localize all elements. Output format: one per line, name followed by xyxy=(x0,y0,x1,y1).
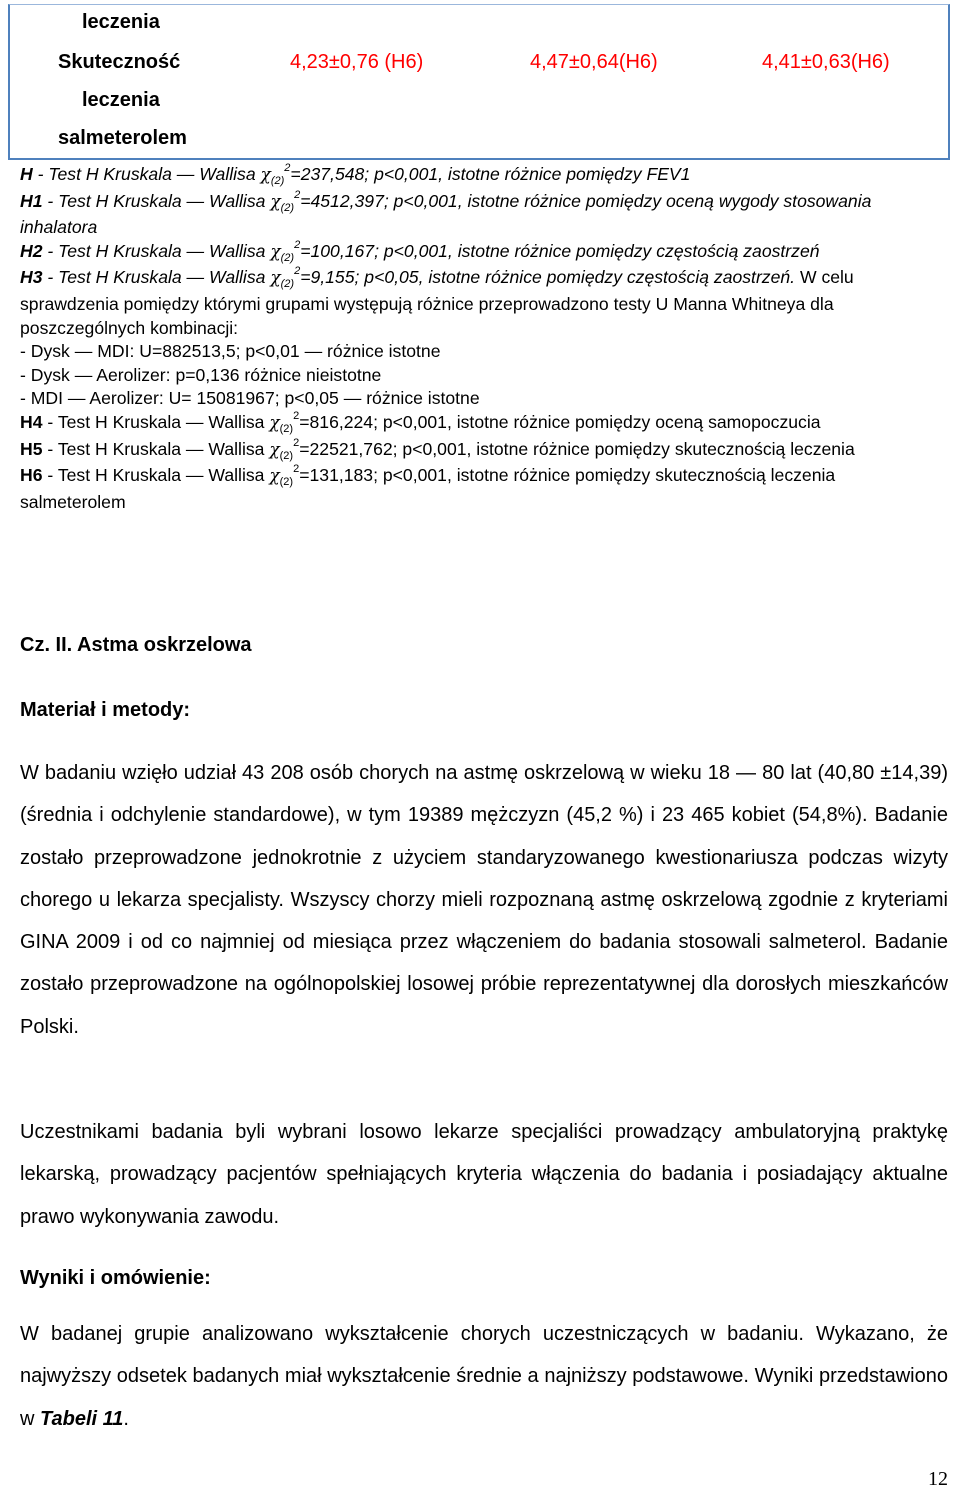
comparison-line: - MDI — Aerolizer: U= 15081967; p<0,05 — różnice istotne xyxy=(20,388,480,409)
methods-paragraph-1: W badaniu wzięło udział 43 208 osób chorych na astmę oskrzelową w wieku 18 — 80 lat (40,80 ±14,39) (średnia i odchylenie standardowe), w tym 19389 mężczyzn (45,2 %) i 23 465 kobiet (54,8%). Badanie zostało przeprowadzone jednokrotnie z użyciem standaryzowanego kwestionariusza podczas wizyty chorego u lekarza specjalisty. Wszyscy chorzy mieli rozpoznaną astmę oskrzelową zgodnie z kryteriami GINA 2009 i od co najmniej od miesiąca przez włączeniem do badania stosowali salmeterol. Badanie zostało przeprowadzone na ogólnopolskiej losowej próbie reprezentatywnej dla dorosłych mieszkańców Polski. xyxy=(20,762,948,1038)
comparison-line: - Dysk — MDI: U=882513,5; p<0,01 — różnice istotne xyxy=(20,341,441,362)
table-row-label-line1: Skuteczność xyxy=(58,51,181,73)
table-row-label-line3: salmeterolem xyxy=(58,127,187,149)
stat-note-h3: H3 - Test H Kruskala — Wallisa $\chi_{(2)}^2=9,155$; p<0,05, istotne różnice pomiędzy częstością zaostrzeń. W celu sprawdzenia pomiędzy którymi grupami występują różnice przeprowadzono testy U Manna Whitneya dla poszczególnych kombinacji: xyxy=(20,265,854,338)
stat-note-h5: H5 - Test H Kruskala — Wallisa $\chi_{(2)}^2=22521,762$; p<0,001, istotne różnice pomiędzy skutecznością leczenia xyxy=(20,436,855,462)
table-value-3: 4,41±0,63(H6) xyxy=(762,51,890,73)
stat-note-h1: H1 - Test H Kruskala — Wallisa $\chi_{(2)}^2=4512,397$; p<0,001, istotne różnice pomiędzy oceną wygody stosowania inhalatora xyxy=(20,188,872,238)
methods-paragraph-2: Uczestnikami badania byli wybrani losowo lekarze specjaliści prowadzący ambulatoryjną praktykę lekarską, prowadzący pacjentów spełniających kryteria włączenia do badania i posiadający aktualne prawo wykonywania zawodu. xyxy=(20,1121,948,1228)
comparison-line: - Dysk — Aerolizer: p=0,136 różnice nieistotne xyxy=(20,364,382,385)
results-paragraph: W badanej grupie analizowano wykształcenie chorych uczestniczących w badaniu. Wykazano, że najwyższy odsetek badanych miał wykształcenie średnie a najniższy podstawowe. Wyniki przedstawiono w Tabeli 11. xyxy=(20,1323,948,1430)
stat-note-h: H - Test H Kruskala — Wallisa $\chi_{(2)}^2=237,548$; p<0,001, istotne różnice pomiędzy FEV1 xyxy=(20,162,691,187)
results-heading: Wyniki i omówienie: xyxy=(20,1267,211,1289)
table-top-label: leczenia xyxy=(82,11,160,33)
table-value-2: 4,47±0,64(H6) xyxy=(530,51,658,73)
statistics-notes xyxy=(20,163,945,514)
section-title: Cz. II. Astma oskrzelowa xyxy=(20,634,252,656)
page-number: 12 xyxy=(928,1468,948,1490)
table-reference: Tabeli 11 xyxy=(40,1407,124,1430)
table-value-1: 4,23±0,76 (H6) xyxy=(290,51,424,73)
results-table-fragment xyxy=(8,4,950,160)
stat-note-h6: H6 - Test H Kruskala — Wallisa $\chi_{(2)}^2=131,183$; p<0,001, istotne różnice pomiędzy skutecznością leczenia salmeterolem xyxy=(20,463,836,512)
table-row-label-line2: leczenia xyxy=(82,89,160,111)
stat-note-h2: H2 - Test H Kruskala — Wallisa $\chi_{(2)}^2=100,167$; p<0,001, istotne różnice pomiędzy częstością zaostrzeń xyxy=(20,238,820,264)
methods-heading: Materiał i metody: xyxy=(20,699,191,721)
stat-note-h4: H4 - Test H Kruskala — Wallisa $\chi_{(2)}^2=816,224$; p<0,001, istotne różnice pomiędzy oceną samopoczucia xyxy=(20,409,821,435)
